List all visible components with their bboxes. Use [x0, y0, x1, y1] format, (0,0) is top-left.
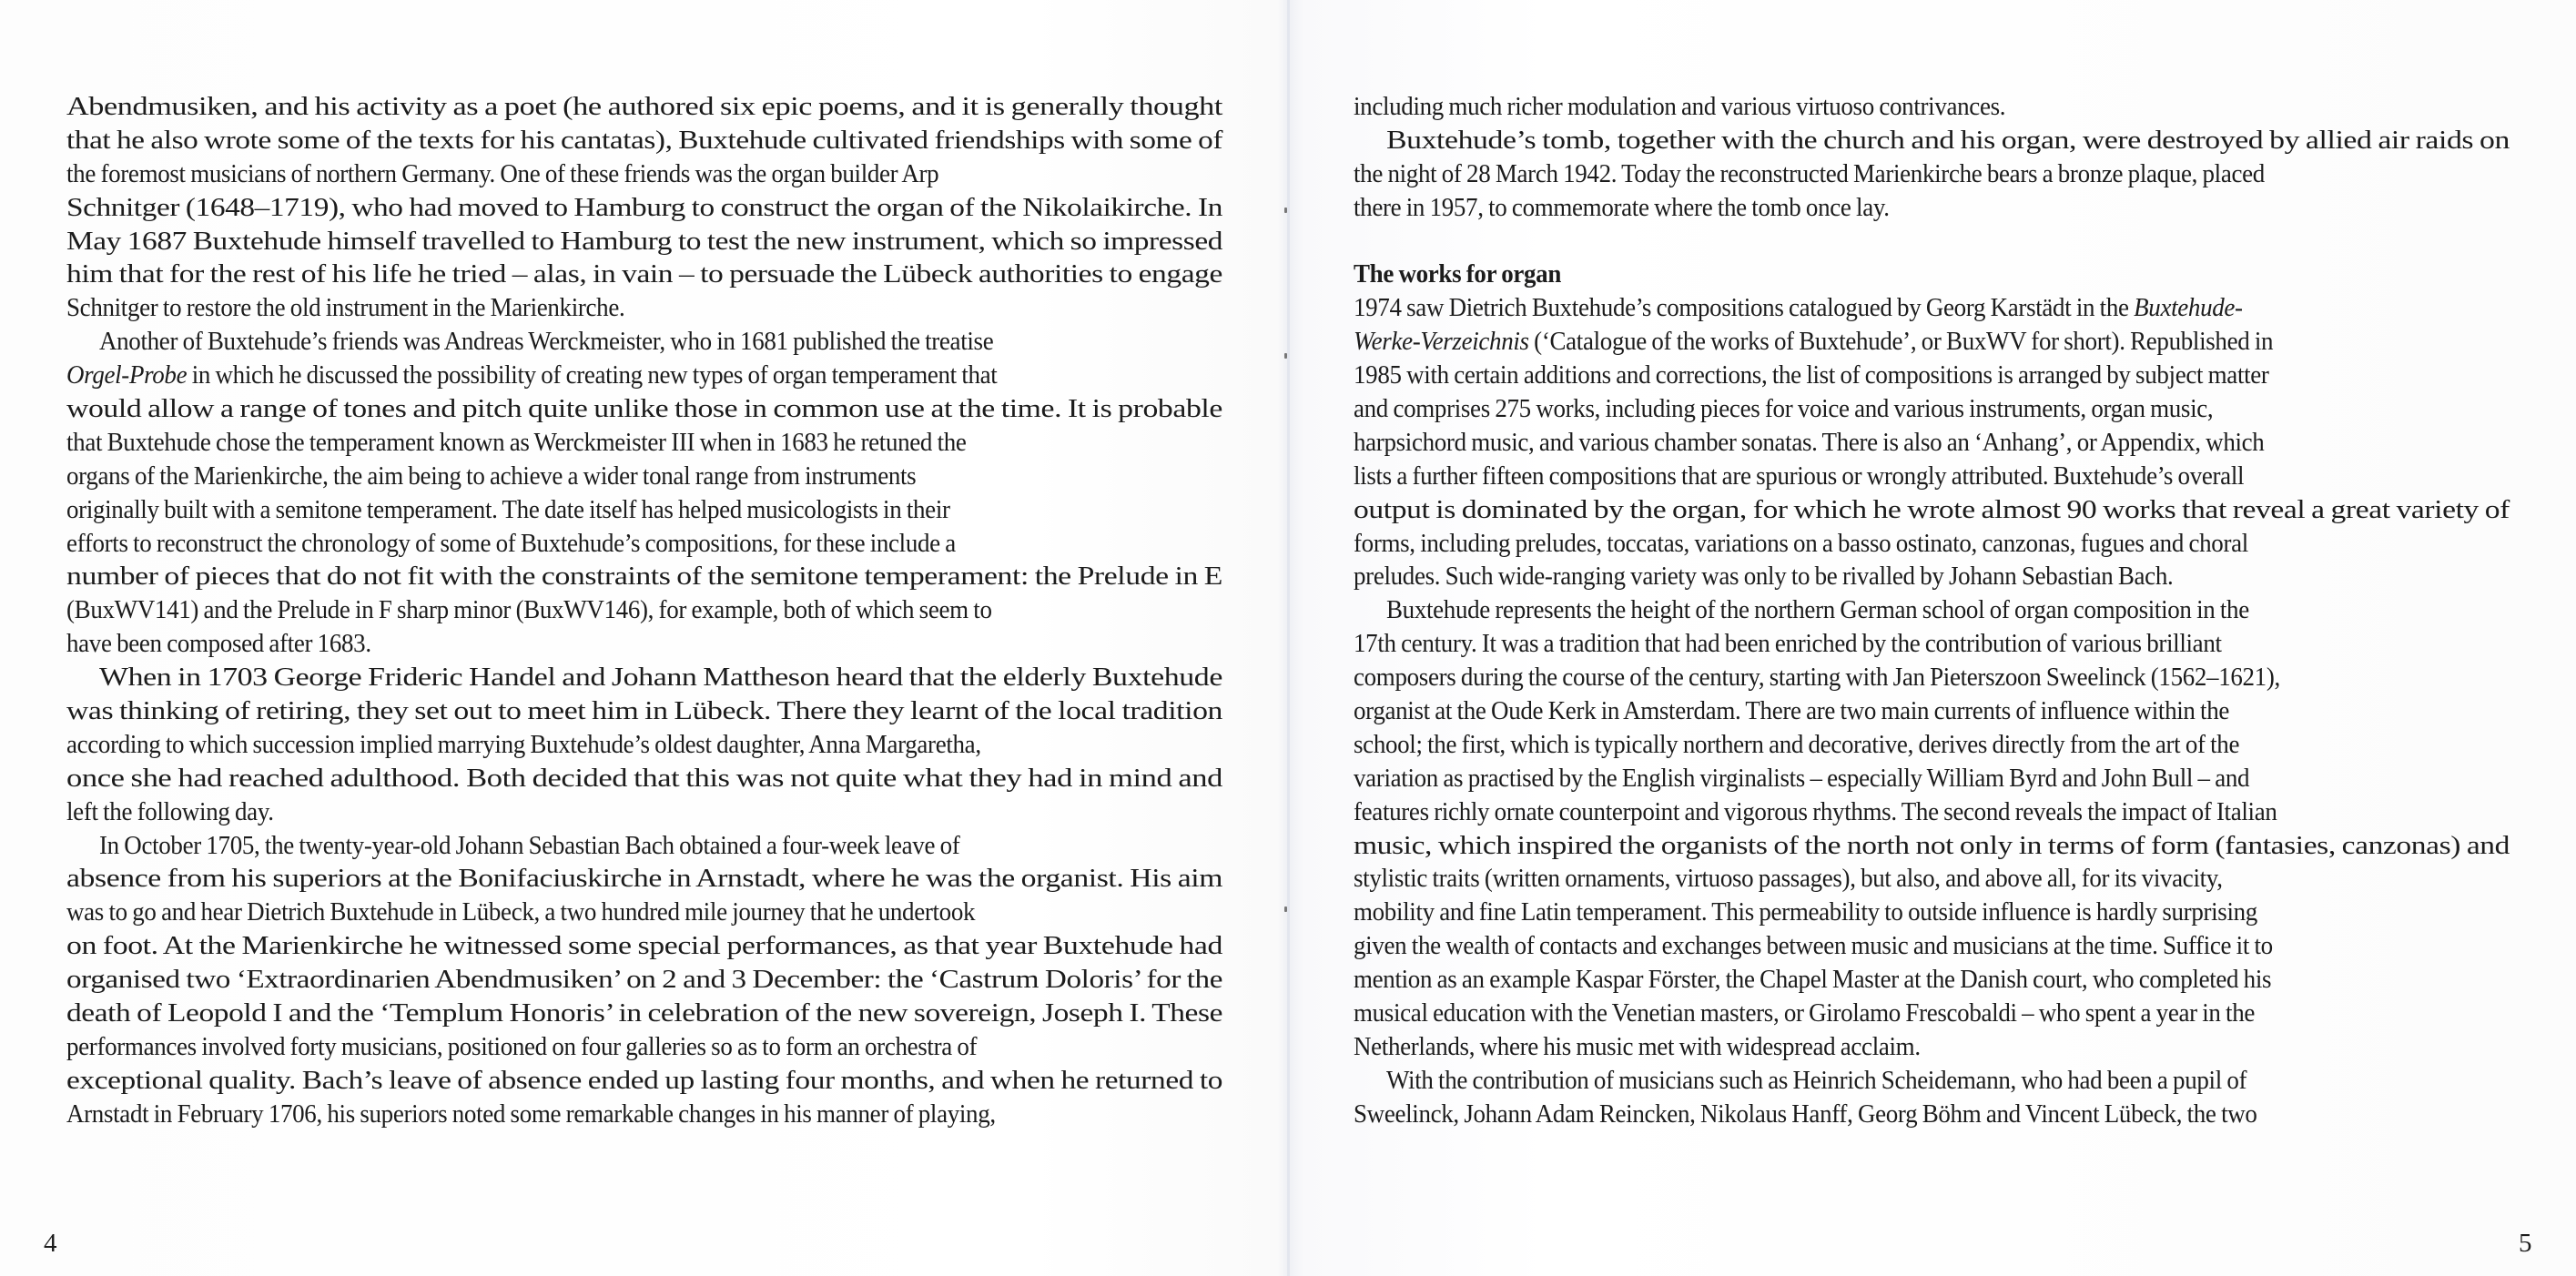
line-text: Buxtehude represents the height of the northern German school of organ composition in the [1386, 595, 2249, 625]
text-line [1354, 493, 2510, 527]
line-text: on foot. At the Marienkirche he witnessed some special performances, as that year Buxtehude had [66, 931, 1222, 961]
text-line [66, 392, 1222, 426]
line-text: 17th century. It was a tradition that had been enriched by the contribution of various brilliant [1354, 629, 2222, 659]
text-line [1354, 593, 2510, 627]
text-line [1354, 124, 2510, 157]
line-text: organs of the Marienkirche, the aim being to achieve a wider tonal range from instruments [66, 461, 917, 491]
text-line [1354, 426, 2510, 460]
text-line [1354, 392, 2510, 426]
text-line [66, 829, 1222, 863]
line-text: 1985 with certain additions and corrections, the list of compositions is arranged by subject matter [1354, 360, 2269, 390]
text-line [1354, 963, 2510, 997]
text-line [1354, 325, 2510, 359]
line-text: music, which inspired the organists of the north not only in terms of form (fantasies, canzonas) and [1354, 830, 2510, 860]
line-text: the foremost musicians of northern Germany. One of these friends was the organ builder Arp [66, 158, 939, 188]
text-line [1354, 359, 2510, 392]
line-text: With the contribution of musicians such as Heinrich Scheidemann, who had been a pupil of [1386, 1065, 2247, 1095]
line-text: given the wealth of contacts and exchanges between music and musicians at the time. Suffice it to [1354, 931, 2273, 961]
text-line [1354, 728, 2510, 762]
line-text: exceptional quality. Bach’s leave of absence ended up lasting four months, and when he returned to [66, 1065, 1223, 1095]
text-line [66, 1064, 1222, 1098]
line-text: (‘Catalogue of the works of Buxtehude’, or BuxWV for short). Republished in [1528, 327, 2274, 357]
line-text: Abendmusiken, and his activity as a poet (he authored six epic poems, and it is generally thought [66, 92, 1222, 121]
line-text: death of Leopold I and the ‘Templum Honoris’ in celebration of the new sovereign, Joseph I. These [66, 998, 1223, 1028]
line-text: mobility and fine Latin temperament. This permeability to outside influence is hardly surprising [1354, 897, 2257, 927]
text-line [1354, 1064, 2510, 1098]
line-text: in which he discussed the possibility of creating new types of organ temperament that [187, 360, 998, 390]
text-line [66, 460, 1222, 493]
text-line [66, 560, 1222, 593]
text-line [66, 762, 1222, 795]
line-text: that Buxtehude chose the temperament known as Werckmeister III when in 1683 he retuned the [66, 427, 967, 457]
line-text: once she had reached adulthood. Both decided that this was not quite what they had in mind and [66, 763, 1222, 793]
text-line [66, 124, 1222, 157]
text-line [1354, 291, 2510, 325]
text-line [66, 258, 1222, 291]
line-text: him that for the rest of his life he tried – alas, in vain – to persuade the Lübeck authorities to engage [66, 259, 1222, 289]
line-text: In October 1705, the twenty-year-old Johann Sebastian Bach obtained a four-week leave of [99, 830, 960, 860]
binding-mark [1284, 906, 1287, 912]
line-text: organised two ‘Extraordinarien Abendmusiken’ on 2 and 3 December: the ‘Castrum Doloris’ for the [66, 965, 1223, 995]
line-text: preludes. Such wide-ranging variety was only to be rivalled by Johann Sebastian Bach. [1354, 562, 2174, 592]
line-text: stylistic traits (written ornaments, virtuoso passages), but also, and above all, for its vivacity, [1354, 864, 2223, 894]
binding-mark [1284, 353, 1287, 359]
line-text: Schnitger to restore the old instrument in the Marienkirche. [66, 293, 625, 323]
text-line [66, 291, 1222, 325]
text-line [66, 862, 1222, 896]
line-text: school; the first, which is typically northern and decorative, derives directly from the art of the [1354, 729, 2240, 759]
text-line [66, 527, 1222, 561]
line-text: according to which succession implied marrying Buxtehude’s oldest daughter, Anna Margaretha, [66, 729, 981, 759]
line-text: 1974 saw Dietrich Buxtehude’s compositions catalogued by Georg Karstädt in the [1354, 293, 2135, 323]
line-text: (BuxWV141) and the Prelude in F sharp minor (BuxWV146), for example, both of which seem to [66, 595, 992, 625]
text-line [66, 896, 1222, 929]
line-text: The works for organ [1354, 259, 1562, 289]
text-line [66, 157, 1222, 191]
line-text: Arnstadt in February 1706, his superiors noted some remarkable changes in his manner of playing, [66, 1099, 996, 1129]
right-page [1290, 0, 2576, 1276]
text-line [1354, 1098, 2510, 1131]
text-line [66, 728, 1222, 762]
line-text: was thinking of retiring, they set out to meet him in Lübeck. There they learnt of the local tradition [66, 696, 1223, 726]
line-text: was to go and hear Dietrich Buxtehude in Lübeck, a two hundred mile journey that he undertook [66, 897, 976, 927]
line-text: Another of Buxtehude’s friends was Andreas Werckmeister, who in 1681 published the treatise [99, 327, 994, 357]
text-line [66, 191, 1222, 225]
text-line [66, 493, 1222, 527]
line-text: including much richer modulation and various virtuoso contrivances. [1354, 92, 2006, 121]
blank-line [1354, 225, 2510, 258]
page-number-right: 5 [2519, 1229, 2532, 1258]
line-text: Buxtehude’s tomb, together with the church and his organ, were destroyed by allied air raids on [1386, 125, 2510, 155]
line-text: composers during the course of the century, starting with Jan Pieterszoon Sweelinck (1562–1621), [1354, 663, 2280, 693]
left-page-body [66, 90, 1222, 1131]
text-line [66, 1030, 1222, 1064]
line-text: and comprises 275 works, including pieces for voice and various instruments, organ music, [1354, 394, 2214, 424]
line-text: output is dominated by the organ, for which he wrote almost 90 works that reveal a great variety of [1354, 494, 2510, 524]
line-text: absence from his superiors at the Bonifaciuskirche in Arnstadt, where he was the organist. His aim [66, 864, 1223, 894]
line-text: performances involved forty musicians, positioned on four galleries so as to form an orchestra of [66, 1031, 978, 1061]
line-text: number of pieces that do not fit with the constraints of the semitone temperament: the Prelude in E [66, 562, 1222, 592]
text-line [1354, 527, 2510, 561]
text-line [66, 963, 1222, 997]
text-line [1354, 829, 2510, 863]
text-line [1354, 661, 2510, 694]
line-text: features richly ornate counterpoint and vigorous rhythms. The second reveals the impact of Italian [1354, 796, 2277, 826]
text-line [1354, 997, 2510, 1030]
text-line [1354, 1030, 2510, 1064]
line-text: Netherlands, where his music met with widespread acclaim. [1354, 1031, 1921, 1061]
line-text: left the following day. [66, 796, 274, 826]
text-line [66, 359, 1222, 392]
section-heading [1354, 258, 2510, 291]
text-line [66, 593, 1222, 627]
text-line [66, 997, 1222, 1030]
line-text: lists a further fifteen compositions that are spurious or wrongly attributed. Buxtehude’s overall [1354, 461, 2245, 491]
text-line [1354, 862, 2510, 896]
text-line [1354, 560, 2510, 593]
line-text: there in 1957, to commemorate where the tomb once lay. [1354, 192, 1890, 222]
line-text: harpsichord music, and various chamber sonatas. There is also an ‘Anhang’, or Appendix, which [1354, 427, 2265, 457]
line-text: Sweelinck, Johann Adam Reincken, Nikolaus Hanff, Georg Böhm and Vincent Lübeck, the two [1354, 1099, 2257, 1129]
italic-title: Buxtehude- [2134, 293, 2243, 323]
line-text: that he also wrote some of the texts for his cantatas), Buxtehude cultivated friendships with some of [66, 125, 1223, 155]
text-line [1354, 694, 2510, 728]
text-line [66, 90, 1222, 124]
text-line [66, 795, 1222, 829]
text-line [66, 325, 1222, 359]
text-line [66, 426, 1222, 460]
italic-title: Orgel-Probe [66, 360, 188, 390]
text-line [66, 929, 1222, 963]
left-page [0, 0, 1287, 1276]
text-line [1354, 157, 2510, 191]
binding-mark [1284, 208, 1287, 213]
text-line [1354, 191, 2510, 225]
line-text: organist at the Oude Kerk in Amsterdam. There are two main currents of influence within the [1354, 696, 2230, 726]
line-text: When in 1703 George Frideric Handel and Johann Mattheson heard that the elderly Buxtehude [99, 663, 1222, 693]
text-line [66, 225, 1222, 258]
right-page-body [1354, 90, 2510, 1131]
line-text: variation as practised by the English virginalists – especially William Byrd and John Bull – and [1354, 763, 2250, 793]
text-line [1354, 795, 2510, 829]
text-line [66, 661, 1222, 694]
line-text: Schnitger (1648–1719), who had moved to Hamburg to construct the organ of the Nikolaikirche. In [66, 192, 1222, 222]
text-line [1354, 460, 2510, 493]
text-line [66, 627, 1222, 661]
line-text: the night of 28 March 1942. Today the reconstructed Marienkirche bears a bronze plaque, placed [1354, 158, 2265, 188]
italic-title: Werke-Verzeichnis [1354, 327, 1529, 357]
line-text: mention as an example Kaspar Förster, the Chapel Master at the Danish court, who completed his [1354, 965, 2272, 995]
text-line [66, 694, 1222, 728]
text-line [66, 1098, 1222, 1131]
line-text: originally built with a semitone temperament. The date itself has helped musicologists in their [66, 494, 950, 524]
line-text: would allow a range of tones and pitch quite unlike those in common use at the time. It is probable [66, 394, 1222, 424]
text-line [1354, 762, 2510, 795]
line-text: efforts to reconstruct the chronology of some of Buxtehude’s compositions, for these include a [66, 528, 956, 558]
line-text: have been composed after 1683. [66, 629, 371, 659]
text-line [1354, 90, 2510, 124]
text-line [1354, 929, 2510, 963]
line-text: May 1687 Buxtehude himself travelled to Hamburg to test the new instrument, which so impressed [66, 226, 1223, 256]
line-text: forms, including preludes, toccatas, variations on a basso ostinato, canzonas, fugues and choral [1354, 528, 2248, 558]
text-line [1354, 896, 2510, 929]
text-line [1354, 627, 2510, 661]
line-text: musical education with the Venetian masters, or Girolamo Frescobaldi – who spent a year in the [1354, 998, 2256, 1028]
page-number-left: 4 [44, 1229, 57, 1258]
